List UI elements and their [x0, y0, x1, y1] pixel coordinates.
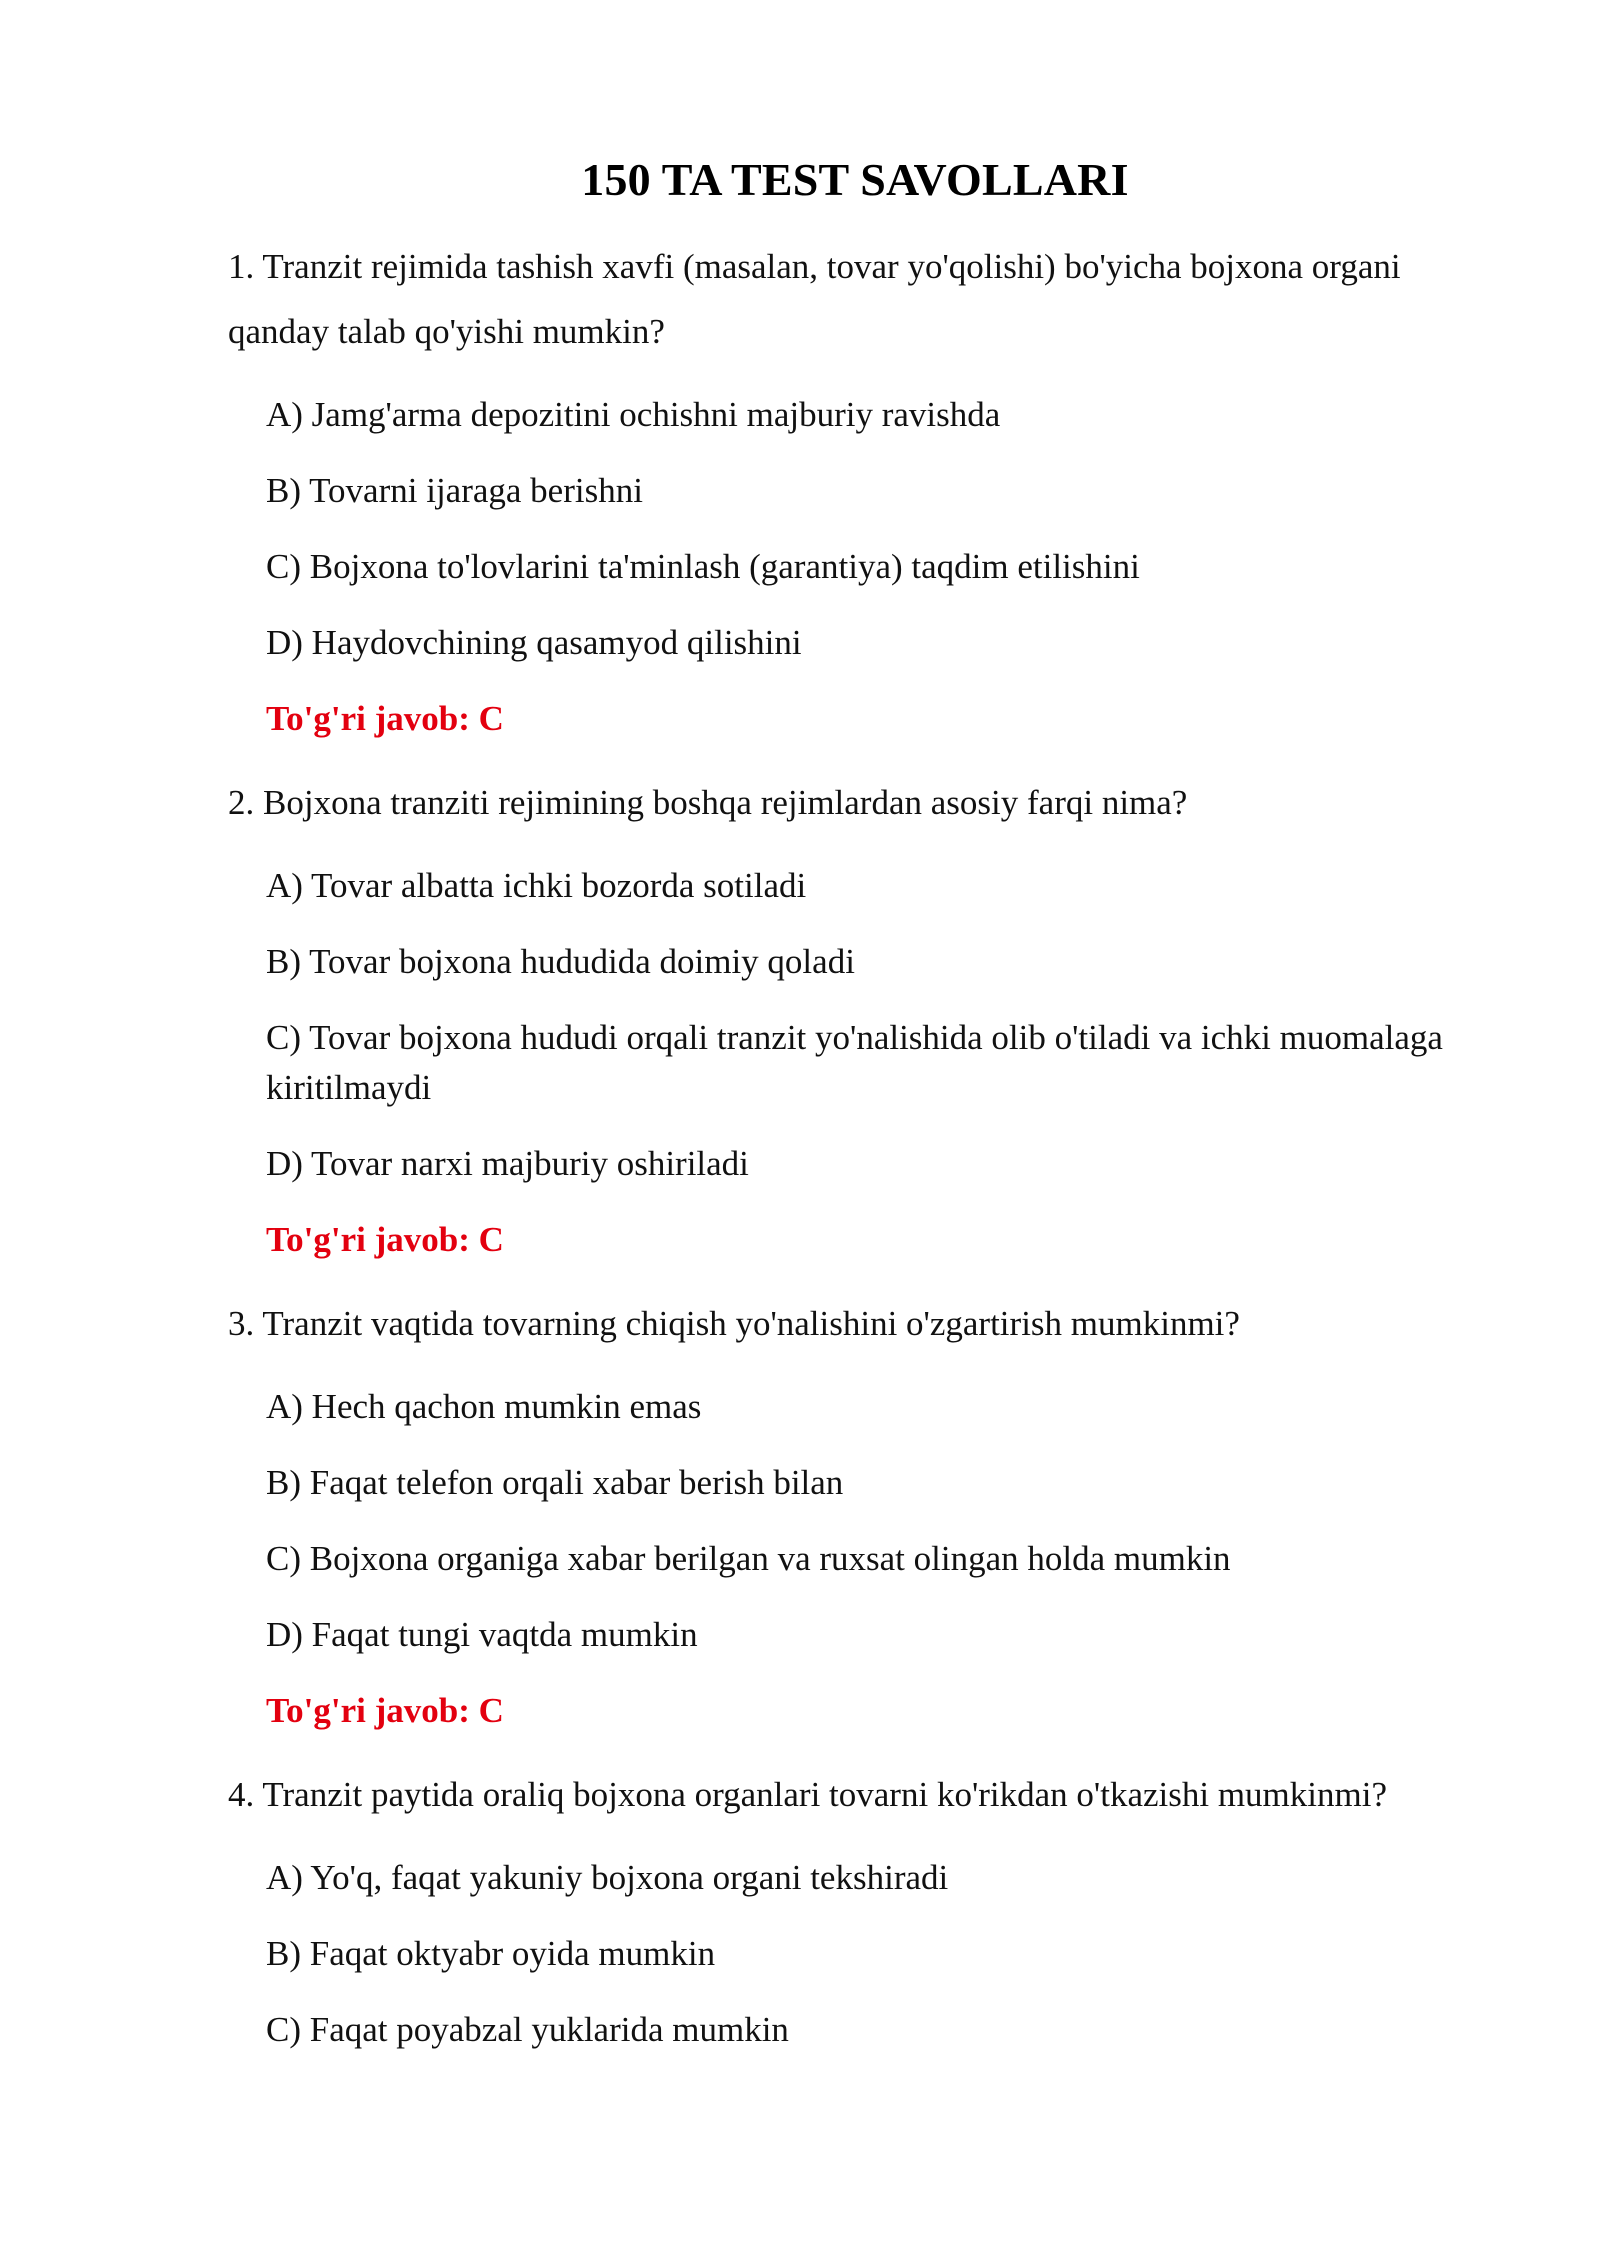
option-d: D) Faqat tungi vaqtda mumkin [266, 1615, 698, 1654]
option-b: B) Faqat oktyabr oyida mumkin [266, 1934, 716, 1973]
option-list [266, 390, 1488, 668]
option-a: A) Jamg'arma depozitini ochishni majburiy ravishda [266, 395, 1001, 434]
option-a: A) Hech qachon mumkin emas [266, 1387, 702, 1426]
option-a: A) Tovar albatta ichki bozorda sotiladi [266, 866, 807, 905]
option-b: B) Tovarni ijaraga berishni [266, 471, 643, 510]
option-list [266, 1382, 1488, 1660]
question-block-4 [228, 1762, 1488, 2055]
correct-answer: To'g'ri javob: C [266, 1220, 504, 1259]
option-b: B) Faqat telefon orqali xabar berish bilan [266, 1463, 844, 1502]
question-text: 3. Tranzit vaqtida tovarning chiqish yo'nalishini o'zgartirish mumkinmi? [228, 1304, 1240, 1343]
question-text: 2. Bojxona tranziti rejimining boshqa rejimlardan asosiy farqi nima? [228, 783, 1188, 822]
correct-answer: To'g'ri javob: C [266, 1691, 504, 1730]
question-block-3 [228, 1291, 1488, 1736]
question-list [228, 234, 1488, 2081]
option-c: C) Bojxona to'lovlarini ta'minlash (garantiya) taqdim etilishini [266, 547, 1140, 586]
question-block-2 [228, 770, 1488, 1265]
page-title: 150 TA TEST SAVOLLARI [581, 154, 1129, 205]
option-b: B) Tovar bojxona hududida doimiy qoladi [266, 942, 855, 981]
correct-answer: To'g'ri javob: C [266, 699, 504, 738]
option-list [266, 1853, 1488, 2055]
option-c: C) Bojxona organiga xabar berilgan va ruxsat olingan holda mumkin [266, 1539, 1231, 1578]
option-c: C) Tovar bojxona hududi orqali tranzit yo'nalishida olib o'tiladi va ichki muomalaga kiritilmaydi [266, 1018, 1443, 1107]
option-c: C) Faqat poyabzal yuklarida mumkin [266, 2010, 789, 2049]
option-list [266, 861, 1488, 1189]
option-d: D) Haydovchining qasamyod qilishini [266, 623, 802, 662]
question-block-1 [228, 234, 1488, 744]
question-text: 4. Tranzit paytida oraliq bojxona organlari tovarni ko'rikdan o'tkazishi mumkinmi? [228, 1775, 1387, 1814]
option-d: D) Tovar narxi majburiy oshiriladi [266, 1144, 749, 1183]
question-text: 1. Tranzit rejimida tashish xavfi (masalan, tovar yo'qolishi) bo'yicha bojxona organi qanday talab qo'yishi mumkin? [228, 247, 1401, 351]
option-a: A) Yo'q, faqat yakuniy bojxona organi tekshiradi [266, 1858, 949, 1897]
